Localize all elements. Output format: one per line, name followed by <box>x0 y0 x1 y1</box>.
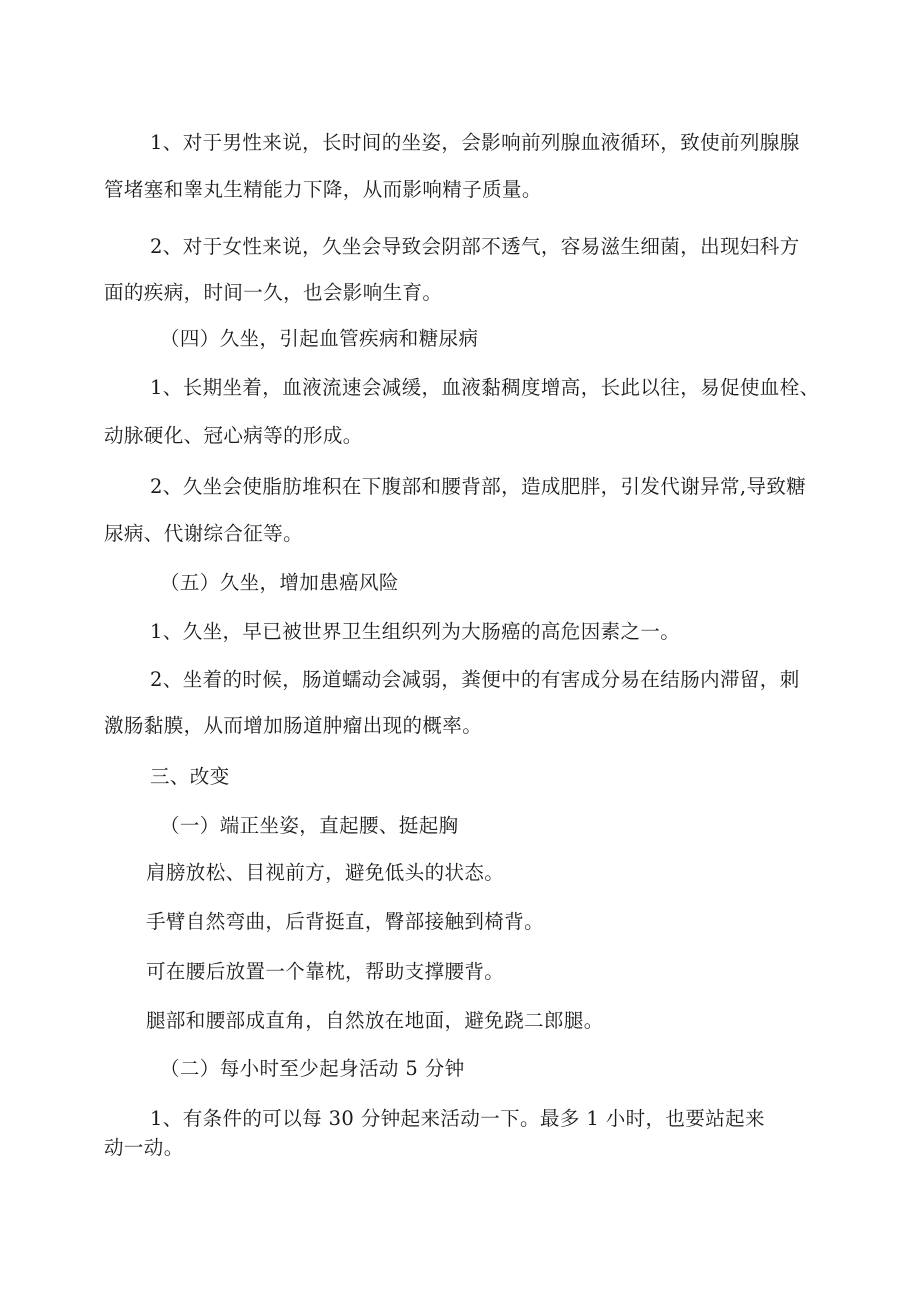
paragraph-line: 2、对于女性来说，久坐会导致会阴部不透气，容易滋生细菌，出现妇科方 <box>150 235 800 258</box>
paragraph-line: 肩膀放松、目视前方，避免低头的状态。 <box>146 861 505 884</box>
paragraph-line: 2、久坐会使脂肪堆积在下腹部和腰背部，造成肥胖，引发代谢异常,导致糖 <box>150 475 807 498</box>
paragraph-line: 激肠黏膜，从而增加肠道肿瘤出现的概率。 <box>104 714 483 737</box>
paragraph-line: 1、长期坐着，血液流速会减缓，血液黏稠度增高，长此以往，易促使血栓、 <box>150 376 820 399</box>
section-heading: （二）每小时至少起身活动 5 分钟 <box>160 1057 465 1080</box>
paragraph-line: 腿部和腰部成直角，自然放在地面，避免跷二郎腿。 <box>146 1009 604 1032</box>
section-heading: （一）端正坐姿，直起腰、挺起胸 <box>160 814 459 837</box>
paragraph-line: 手臂自然弯曲，后背挺直，臀部接触到椅背。 <box>146 910 545 933</box>
paragraph-line: 管堵塞和睾丸生精能力下降，从而影响精子质量。 <box>104 178 542 201</box>
paragraph-line: 可在腰后放置一个靠枕，帮助支撑腰背。 <box>146 960 505 983</box>
paragraph-line: 1、有条件的可以每 30 分钟起来活动一下。最多 1 小时，也要站起来 <box>150 1107 765 1130</box>
paragraph-line: 动脉硬化、冠心病等的形成。 <box>104 424 363 447</box>
paragraph-line: 面的疾病，时间一久，也会影响生育。 <box>104 281 443 304</box>
section-heading: （五）久坐，增加患癌风险 <box>160 571 399 594</box>
paragraph-line: 动一动。 <box>104 1136 184 1159</box>
paragraph-line: 2、坐着的时候，肠道蠕动会减弱，粪便中的有害成分易在结肠内滞留，刺 <box>150 668 800 691</box>
section-heading: （四）久坐，引起血管疾病和糖尿病 <box>160 327 479 350</box>
section-heading: 三、改变 <box>150 765 230 788</box>
paragraph-line: 1、对于男性来说，长时间的坐姿，会影响前列腺血液循环，致使前列腺腺 <box>150 131 800 154</box>
paragraph-line: 1、久坐，早已被世界卫生组织列为大肠癌的高危因素之一。 <box>150 620 681 643</box>
paragraph-line: 尿病、代谢综合征等。 <box>104 522 304 545</box>
